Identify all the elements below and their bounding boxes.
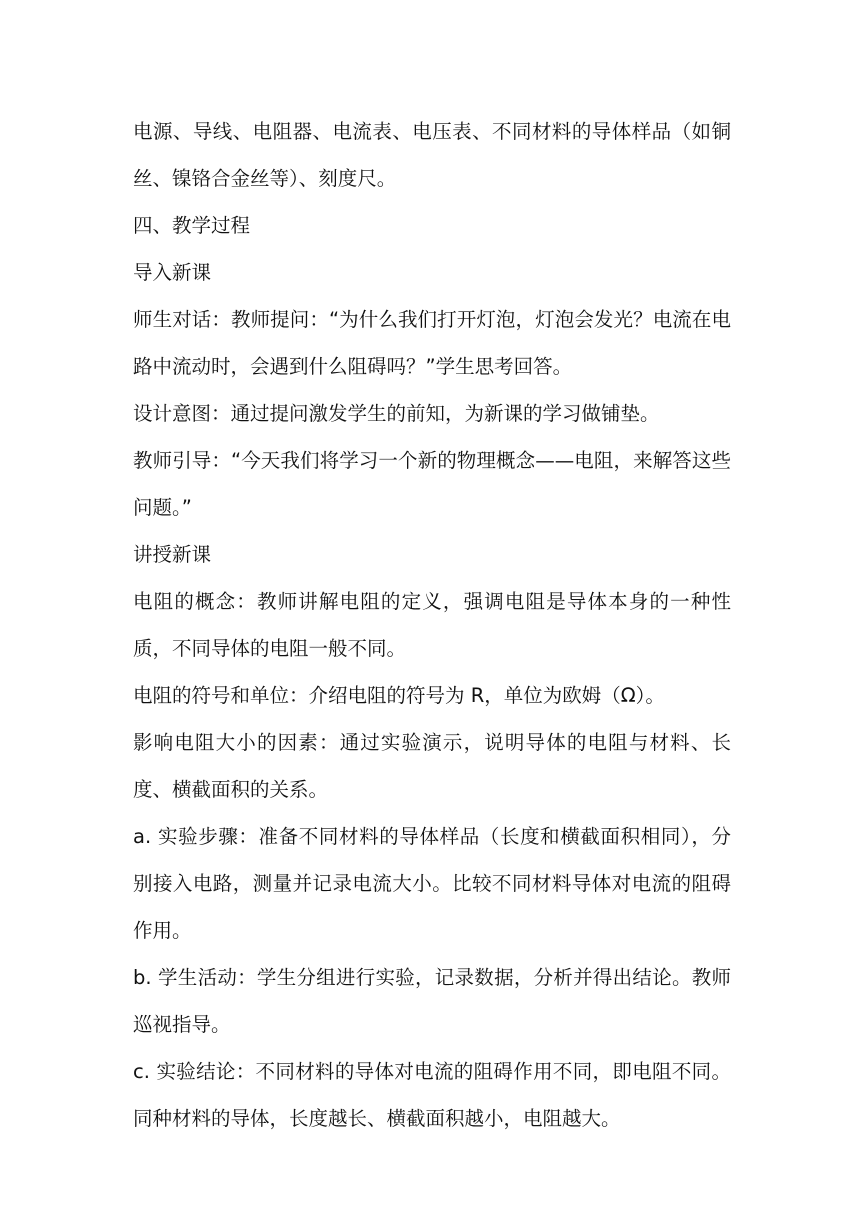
paragraph-symbol-unit: 电阻的符号和单位：介绍电阻的符号为 R，单位为欧姆（Ω）。 [133,684,665,707]
paragraph-design-intent: 设计意图：通过提问激发学生的前知，为新课的学习做铺垫。 [133,402,660,425]
subheading-new-lesson: 讲授新课 [133,543,212,566]
paragraph-materials: 电源、导线、电阻器、电流表、电压表、不同材料的导体样品（如铜丝、镍铬合金丝等）、刻度尺。 [133,120,731,190]
paragraph-step-a: a. 实验步骤：准备不同材料的导体样品（长度和横截面积相同），分别接入电路，测量并记录电流大小。比较不同材料导体对电流的阻碍作用。 [133,825,731,942]
paragraph-factors: 影响电阻大小的因素：通过实验演示，说明导体的电阻与材料、长度、横截面积的关系。 [133,731,731,801]
section-heading-teaching-process: 四、教学过程 [133,214,251,237]
document-body [133,108,731,1142]
paragraph-dialogue: 师生对话：教师提问：“为什么我们打开灯泡，灯泡会发光？电流在电路中流动时，会遇到什么阻碍吗？”学生思考回答。 [133,308,731,378]
paragraph-step-b: b. 学生活动：学生分组进行实验，记录数据，分析并得出结论。教师巡视指导。 [133,966,731,1036]
subheading-introduction: 导入新课 [133,261,212,284]
paragraph-teacher-guide: 教师引导：“今天我们将学习一个新的物理概念——电阻，来解答这些问题。” [133,449,731,519]
paragraph-step-c: c. 实验结论：不同材料的导体对电流的阻碍作用不同，即电阻不同。同种材料的导体，长度越长、横截面积越小，电阻越大。 [133,1060,731,1130]
paragraph-resistance-concept: 电阻的概念：教师讲解电阻的定义，强调电阻是导体本身的一种性质，不同导体的电阻一般不同。 [133,590,731,660]
